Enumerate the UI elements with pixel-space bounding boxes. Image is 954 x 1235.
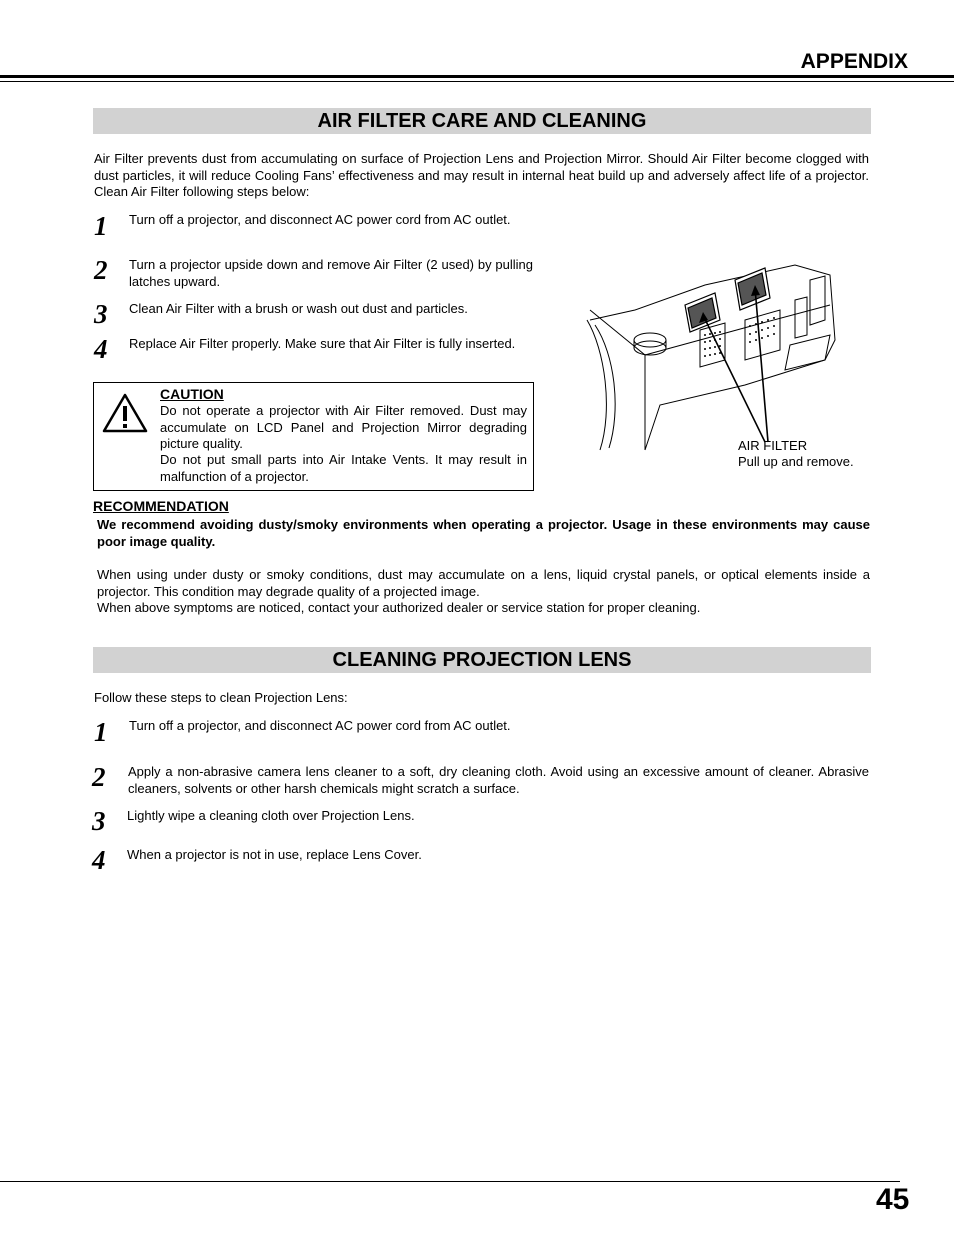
recommendation-title: RECOMMENDATION [93,498,229,514]
header-title: APPENDIX [800,50,908,73]
lens-intro: Follow these steps to clean Projection Lens: [94,690,348,705]
air-filter-step-3-number: 3 [94,299,108,329]
lens-step-4-text: When a projector is not in use, replace Lens Cover. [127,847,422,862]
air-filter-step-1-text: Turn off a projector, and disconnect AC power cord from AC outlet. [129,212,511,227]
caution-text-2: Do not put small parts into Air Intake Vents. It may result in malfunction of a projector. [160,452,527,484]
lens-step-1-number: 1 [94,717,108,747]
caution-box [93,382,534,491]
page-number: 45 [876,1183,910,1216]
recommendation-para-1: When using under dusty or smoky conditions, dust may accumulate on a lens, liquid crystal panels, or optical elements inside a projector. This condition may degrade quality of a projected image. [97,567,870,599]
air-filter-intro: Air Filter prevents dust from accumulating on surface of Projection Lens and Projection Mirror. Should Air Filter become clogged with dust particles, it will reduce Cooling Fans’ effectiveness and may result in internal heat build up and adversely affect life of a projector. Clean Air Filter following steps below: [94,151,869,199]
air-filter-step-2-number: 2 [94,255,108,285]
figure-label: AIR FILTER [738,438,808,453]
warning-icon [102,393,148,433]
air-filter-step-4-number: 4 [94,334,108,364]
recommendation-para-2: When above symptoms are noticed, contact your authorized dealer or service station for proper cleaning. [97,600,701,615]
recommendation-bold: We recommend avoiding dusty/smoky environments when operating a projector. Usage in these environments may cause poor image quality. [97,517,870,549]
air-filter-step-1-number: 1 [94,211,108,241]
lens-step-2-number: 2 [92,762,106,792]
lens-step-2-text: Apply a non-abrasive camera lens cleaner to a soft, dry cleaning cloth. Avoid using an excessive amount of cleaner. Abrasive cleaners, solvents or other harsh chemicals might scratch a surface. [128,764,869,796]
lens-step-4-number: 4 [92,845,106,875]
projector-air-filter-illustration [585,260,875,460]
header-rule [0,75,954,78]
air-filter-section-title: AIR FILTER CARE AND CLEANING [93,108,871,134]
header-rule-thin [0,81,954,82]
caution-title: CAUTION [160,386,224,402]
lens-section-title: CLEANING PROJECTION LENS [93,647,871,673]
air-filter-step-3-text: Clean Air Filter with a brush or wash out dust and particles. [129,301,468,316]
caution-text-1: Do not operate a projector with Air Filter removed. Dust may accumulate on LCD Panel and Projection Mirror degrading picture quality. [160,403,527,451]
air-filter-step-2-text: Turn a projector upside down and remove Air Filter (2 used) by pulling latches upward. [129,257,533,289]
footer-rule [0,1181,900,1182]
lens-step-1-text: Turn off a projector, and disconnect AC power cord from AC outlet. [129,718,511,733]
figure-sublabel: Pull up and remove. [738,454,854,469]
lens-step-3-number: 3 [92,806,106,836]
lens-step-3-text: Lightly wipe a cleaning cloth over Projection Lens. [127,808,415,823]
air-filter-step-4-text: Replace Air Filter properly. Make sure that Air Filter is fully inserted. [129,336,516,351]
